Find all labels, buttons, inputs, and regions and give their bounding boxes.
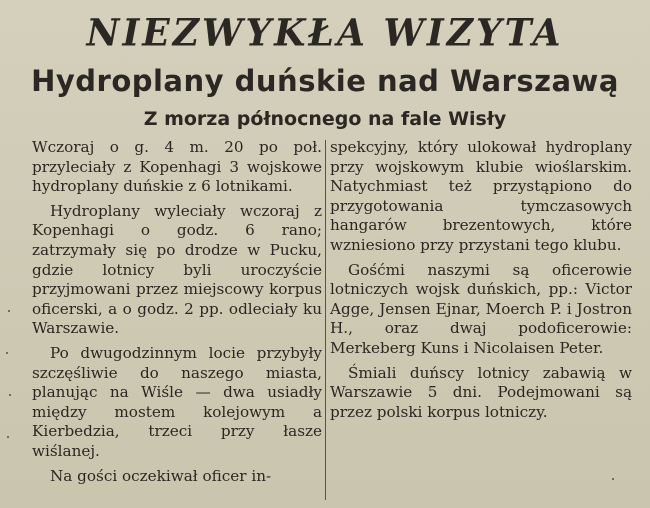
- print-speck: [6, 352, 8, 354]
- paragraph: spekcyjny, który ulokował hydroplany przy wojskowym klubie wioślarskim. Natychmiast też przystąpiono do przygotowania tymczasowych hangarów brezentowych, które wzniesiono przy przystani tego klubu.: [330, 138, 632, 254]
- paragraph: Hydroplany wyleciały wczoraj z Kopenhagi o godz. 6 rano; zatrzymały się po drodze w Pucku, gdzie lotnicy byli uroczyście przyjmowani przez miejscowy korpus oficerski, a o godz. 2 pp. odleciały ku Warszawie.: [32, 201, 322, 338]
- headline: NIEZWYKŁA WIZYTA: [86, 10, 564, 56]
- paragraph: Na gości oczekiwał oficer in-: [50, 466, 272, 485]
- print-speck: [612, 478, 614, 480]
- paragraph: Gośćmi naszymi są oficerowie lotniczych wojsk duńskich, pp.: Victor Agge, Jensen Ejnar, Moerch P. i Jostron H., oraz dwaj podoficerowie: Merkeberg Kuns i Nicolaisen Peter.: [330, 260, 632, 357]
- print-speck: [9, 394, 11, 396]
- paragraph: Wczoraj o g. 4 m. 20 po poł. przyleciały z Kopenhagi 3 wojskowe hydroplany duńskie z 6 lotnikami.: [32, 138, 322, 196]
- print-speck: [8, 310, 10, 312]
- paragraph: Po dwugodzinnym locie przybyły szczęśliwie do naszego miasta, planując na Wiśle — dwa usiadły między mostem kolejowym a Kierbedzia, trzeci przy łasze wiślanej.: [32, 343, 322, 460]
- right-column: [330, 138, 632, 427]
- paragraph: Śmiali duńscy lotnicy zabawią w Warszawie 5 dni. Podejmowani są przez polski korpus lotniczy.: [330, 363, 632, 421]
- subheadline: Hydroplany duńskie nad Warszawą: [31, 64, 619, 98]
- print-speck: [7, 436, 9, 438]
- column-divider: [325, 140, 326, 500]
- left-column: [32, 138, 322, 491]
- kicker: Z morza północnego na fale Wisły: [143, 108, 507, 130]
